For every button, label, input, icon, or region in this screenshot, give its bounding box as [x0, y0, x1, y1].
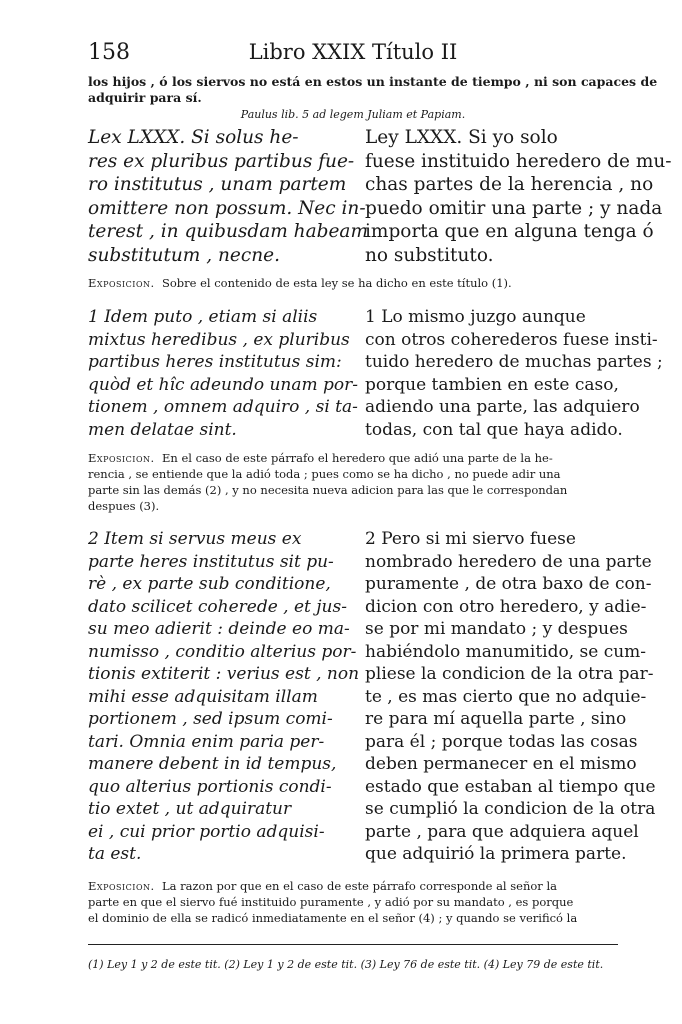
text-line: 2 Pero si mi siervo fuese	[365, 529, 576, 549]
text-line: res ex pluribus partibus fue-	[88, 150, 355, 172]
text-line: estado que estaban al tiempo que	[365, 776, 656, 797]
text-line: omittere non possum. Nec in-	[88, 197, 366, 219]
text-line: men delatae sint.	[88, 419, 237, 440]
text-line: ei , cui prior portio adquisi-	[88, 821, 325, 842]
text-line: re para mí aquella parte , sino	[365, 709, 627, 729]
text-line: los hijos , ó los siervos no está en estos un instante de tiempo , ni son capaces de	[88, 74, 658, 89]
footnotes: (1) Ley 1 y 2 de este tit. (2) Ley 1 y 2 de este tit. (3) Ley 76 de este tit. (4) Ley 79 de este tit.	[88, 958, 604, 971]
exposicion-3	[88, 878, 618, 926]
text-line: se cumplió la condicion de la otra	[365, 799, 656, 819]
exposicion-text: En el caso de este párrafo el heredero que adió una parte de la he-	[161, 451, 553, 465]
text-line: importa que en alguna tenga ó	[365, 221, 654, 242]
text-line: despues (3).	[88, 499, 160, 513]
text-line: se por mi mandato ; y despues	[365, 619, 628, 639]
text-line: tuido heredero de muchas partes ;	[365, 352, 663, 372]
footnote-rule	[88, 944, 618, 945]
text-line: su meo adierit : deinde eo ma-	[88, 619, 350, 639]
spanish-column	[365, 528, 656, 866]
spanish-column	[365, 306, 663, 441]
page-header	[88, 40, 618, 68]
text-line: te , es mas cierto que no adquie-	[365, 686, 647, 707]
text-line: ta est.	[88, 844, 142, 864]
running-title: Libro XXIX Título II	[248, 40, 458, 64]
text-line	[88, 275, 618, 291]
text-line: fuese instituido heredero de mu-	[365, 150, 672, 172]
text-line: manere debent in id tempus,	[88, 754, 337, 774]
exposicion-text: La razon por que en el caso de este párrafo corresponde al señor la	[161, 879, 557, 893]
text-line: portionem , sed ipsum comi-	[88, 709, 333, 729]
exposicion-label: Exposicion.	[88, 276, 155, 290]
text-line: parte en que el siervo fué instituido puramente , y adió por su mandato , es porque	[88, 895, 574, 909]
text-line: adiendo una parte, las adquiero	[365, 397, 640, 417]
text-line: puedo omitir una parte ; y nada	[365, 197, 663, 219]
text-line	[88, 878, 618, 894]
text-line: el dominio de ella se radicó inmediatamente en el señor (4) ; y quando se verificó la	[88, 911, 578, 925]
exposicion-label: Exposicion.	[88, 879, 155, 893]
text-line: tari. Omnia enim paria per-	[88, 731, 325, 752]
text-line: que adquirió la primera parte.	[365, 844, 627, 864]
text-line: nombrado heredero de una parte	[365, 551, 652, 572]
text-line: chas partes de la herencia , no	[365, 174, 654, 195]
text-line: 2 Item si servus meus ex	[88, 529, 302, 549]
text-line: rè , ex parte sub conditione,	[88, 574, 331, 594]
text-line: deben permanecer en el mismo	[365, 754, 637, 774]
text-line: dato scilicet coherede , et jus-	[88, 596, 347, 617]
text-line: terest , in quibusdam habeam	[88, 221, 368, 242]
latin-column	[88, 528, 360, 866]
text-line: quòd et hîc adeundo unam por-	[88, 374, 358, 395]
text-line: con otros coherederos fuese insti-	[365, 329, 658, 350]
text-line: substitutum , necne.	[88, 244, 280, 266]
text-line: porque tambien en este caso,	[365, 374, 619, 395]
text-line: todas, con tal que haya adido.	[365, 419, 623, 440]
latin-column	[88, 306, 358, 441]
text-line: 1 Idem puto , etiam si aliis	[88, 307, 318, 327]
text-line: Lex LXXX. Si solus he-	[88, 127, 299, 148]
text-line: dicion con otro heredero, y adie-	[365, 596, 647, 617]
exposicion-text: Sobre el contenido de esta ley se ha dicho en este título (1).	[161, 276, 512, 290]
exposicion-1	[88, 275, 618, 291]
page-number: 158	[88, 40, 130, 65]
text-line: 1 Lo mismo juzgo aunque	[365, 307, 586, 327]
text-line	[88, 450, 618, 466]
text-line: parte sin las demás (2) , y no necesita nueva adicion para las que le correspondan	[88, 483, 568, 497]
text-line: partibus heres institutus sim:	[88, 352, 342, 372]
text-line: puramente , de otra baxo de con-	[365, 574, 652, 594]
exposicion-label: Exposicion.	[88, 451, 155, 465]
text-line: parte heres institutus sit pu-	[88, 551, 334, 572]
text-line: tio extet , ut adquiratur	[88, 799, 292, 819]
text-line: Ley LXXX. Si yo solo	[365, 127, 558, 148]
text-line: quo alterius portionis condi-	[88, 776, 332, 797]
text-line: pliese la condicion de la otra par-	[365, 664, 654, 684]
text-line: tionis extiterit : verius est , non	[88, 664, 360, 684]
text-line: mixtus heredibus , ex pluribus	[88, 329, 350, 350]
text-line: para él ; porque todas las cosas	[365, 731, 638, 752]
text-line: habiéndolo manumitido, se cum-	[365, 641, 647, 662]
exposicion-2	[88, 450, 618, 514]
text-line: no substituto.	[365, 244, 494, 266]
text-line: mihi esse adquisitam illam	[88, 686, 318, 707]
text-line: numisso , conditio alterius por-	[88, 641, 357, 662]
carryover-text	[88, 74, 658, 106]
text-line: ro institutus , unam partem	[88, 174, 347, 195]
source-attribution: Paulus lib. 5 ad legem Juliam et Papiam.	[240, 108, 466, 121]
latin-column	[88, 126, 368, 267]
spanish-column	[365, 126, 672, 267]
text-line: rencia , se entiende que la adió toda ; pues como se ha dicho , no puede adir una	[88, 467, 561, 481]
text-line: parte , para que adquiera aquel	[365, 821, 639, 842]
text-line: adquirir para sí.	[88, 90, 202, 105]
text-line: tionem , omnem adquiro , si ta-	[88, 397, 358, 417]
